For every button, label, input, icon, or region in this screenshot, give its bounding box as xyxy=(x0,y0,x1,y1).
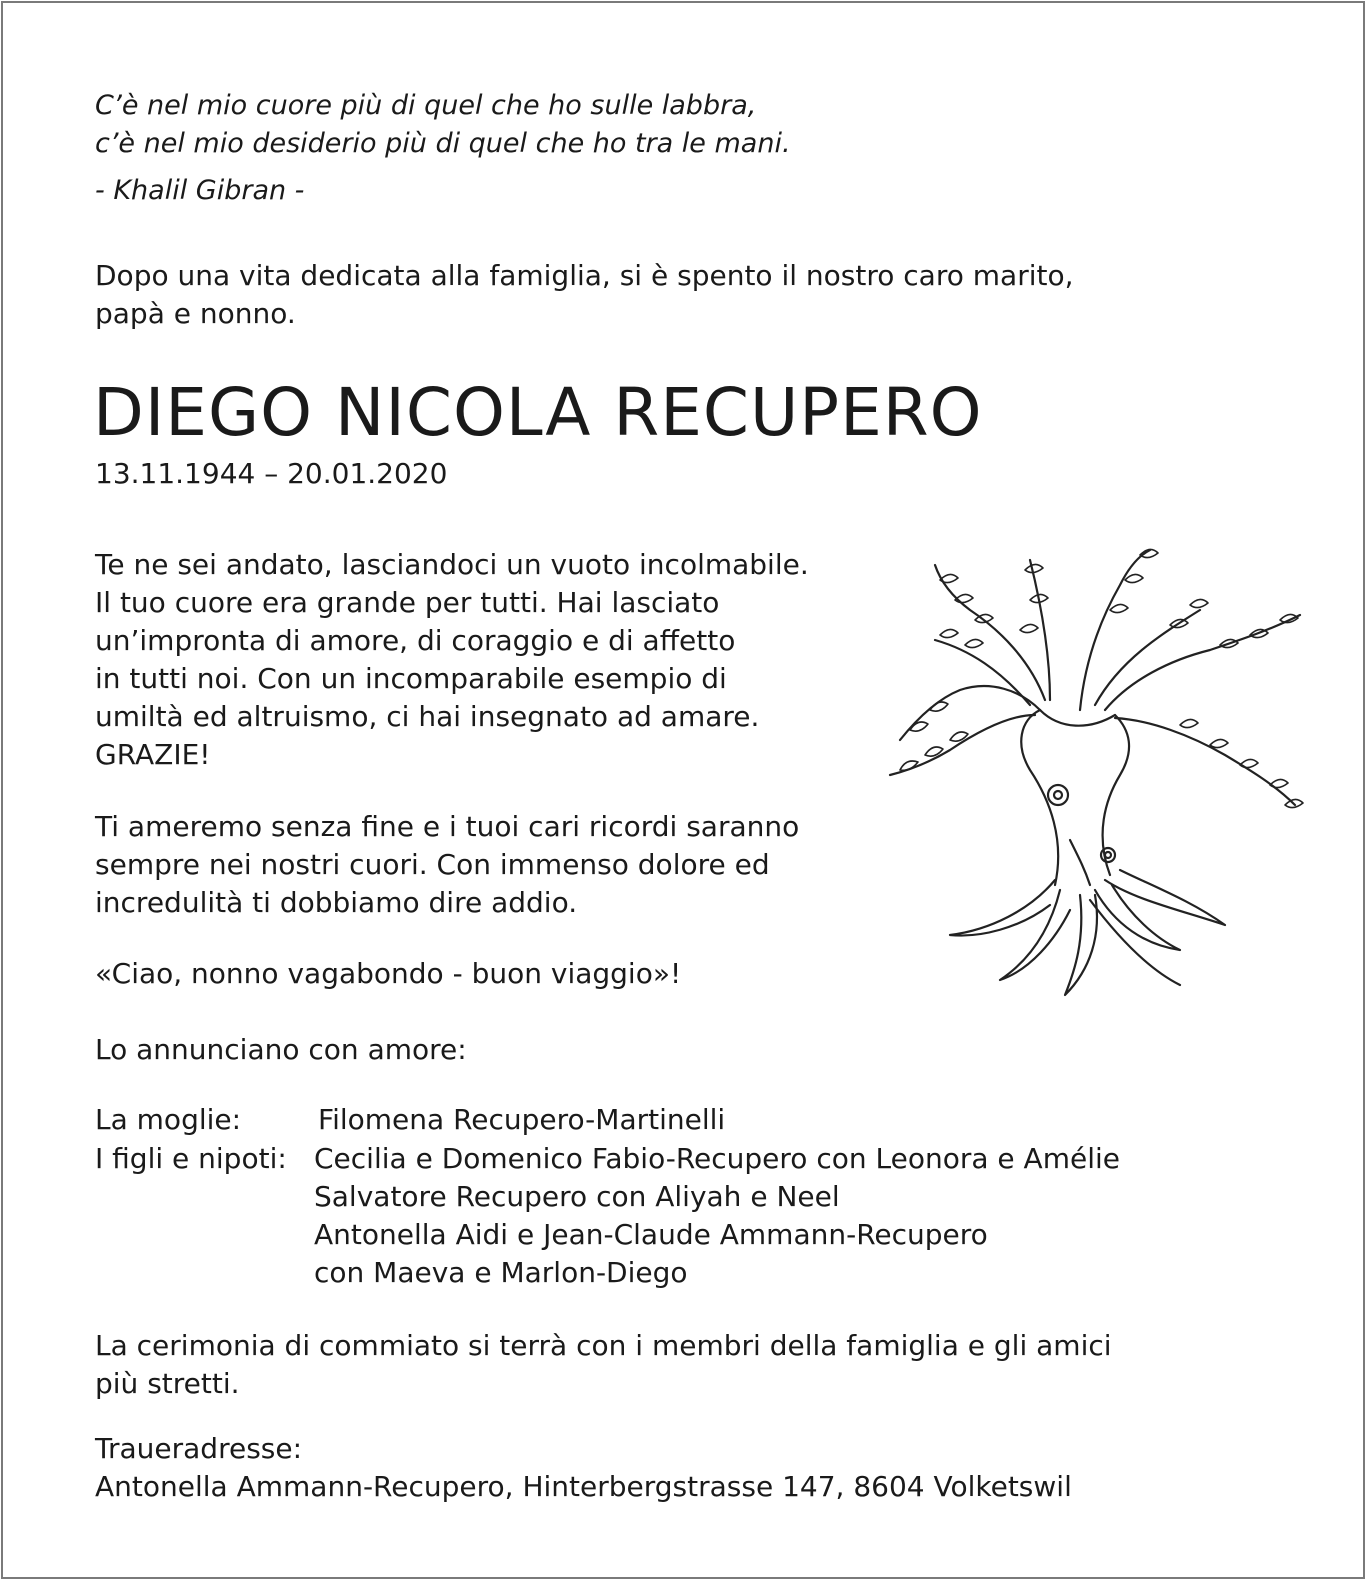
children-line: Salvatore Recupero con Aliyah e Neel xyxy=(314,1180,840,1213)
address-label: Traueradresse: xyxy=(95,1432,303,1465)
quote-author: - Khalil Gibran - xyxy=(95,175,305,206)
farewell-line: «Ciao, nonno vagabondo - buon viaggio»! xyxy=(95,957,682,990)
intro-line: Dopo una vita dedicata alla famiglia, si è spento il nostro caro marito, xyxy=(95,259,1074,292)
message-paragraph-1 xyxy=(95,546,809,774)
ceremony-paragraph xyxy=(95,1327,1112,1403)
message-line: incredulità ti dobbiamo dire addio. xyxy=(95,886,578,919)
message-line: Il tuo cuore era grande per tutti. Hai lasciato xyxy=(95,586,720,619)
message-line: umiltà ed altruismo, ci hai insegnato ad amare. xyxy=(95,700,760,733)
children-label: I figli e nipoti: xyxy=(95,1142,287,1175)
wife-name: Filomena Recupero-Martinelli xyxy=(318,1103,726,1136)
address-value: Antonella Ammann-Recupero, Hinterbergstrasse 147, 8604 Volketswil xyxy=(95,1470,1072,1503)
message-line: in tutti noi. Con un incomparabile esempio di xyxy=(95,662,727,695)
children-list xyxy=(314,1140,1120,1292)
wife-label: La moglie: xyxy=(95,1103,242,1136)
message-line: GRAZIE! xyxy=(95,738,211,771)
announcement-intro: Lo annunciano con amore: xyxy=(95,1033,467,1066)
ceremony-line: più stretti. xyxy=(95,1367,240,1400)
message-line: un’impronta di amore, di coraggio e di affetto xyxy=(95,624,736,657)
children-line: Cecilia e Domenico Fabio-Recupero con Leonora e Amélie xyxy=(314,1142,1120,1175)
deceased-name: DIEGO NICOLA RECUPERO xyxy=(93,374,983,451)
children-line: con Maeva e Marlon-Diego xyxy=(314,1256,688,1289)
intro-line: papà e nonno. xyxy=(95,297,296,330)
ceremony-line: La cerimonia di commiato si terrà con i membri della famiglia e gli amici xyxy=(95,1329,1112,1362)
olive-tree-icon xyxy=(880,540,1320,1010)
intro-paragraph xyxy=(95,257,1074,333)
life-dates: 13.11.1944 – 20.01.2020 xyxy=(95,457,448,490)
address-block xyxy=(95,1430,1072,1506)
children-line: Antonella Aidi e Jean-Claude Ammann-Recupero xyxy=(314,1218,988,1251)
quote-line: C’è nel mio cuore più di quel che ho sulle labbra, xyxy=(95,90,757,121)
message-paragraph-2 xyxy=(95,808,799,922)
message-line: Ti ameremo senza fine e i tuoi cari ricordi saranno xyxy=(95,810,800,843)
message-line: Te ne sei andato, lasciandoci un vuoto incolmabile. xyxy=(95,548,809,581)
quote-block xyxy=(95,87,791,163)
message-line: sempre nei nostri cuori. Con immenso dolore ed xyxy=(95,848,770,881)
quote-line: c’è nel mio desiderio più di quel che ho tra le mani. xyxy=(95,128,791,159)
